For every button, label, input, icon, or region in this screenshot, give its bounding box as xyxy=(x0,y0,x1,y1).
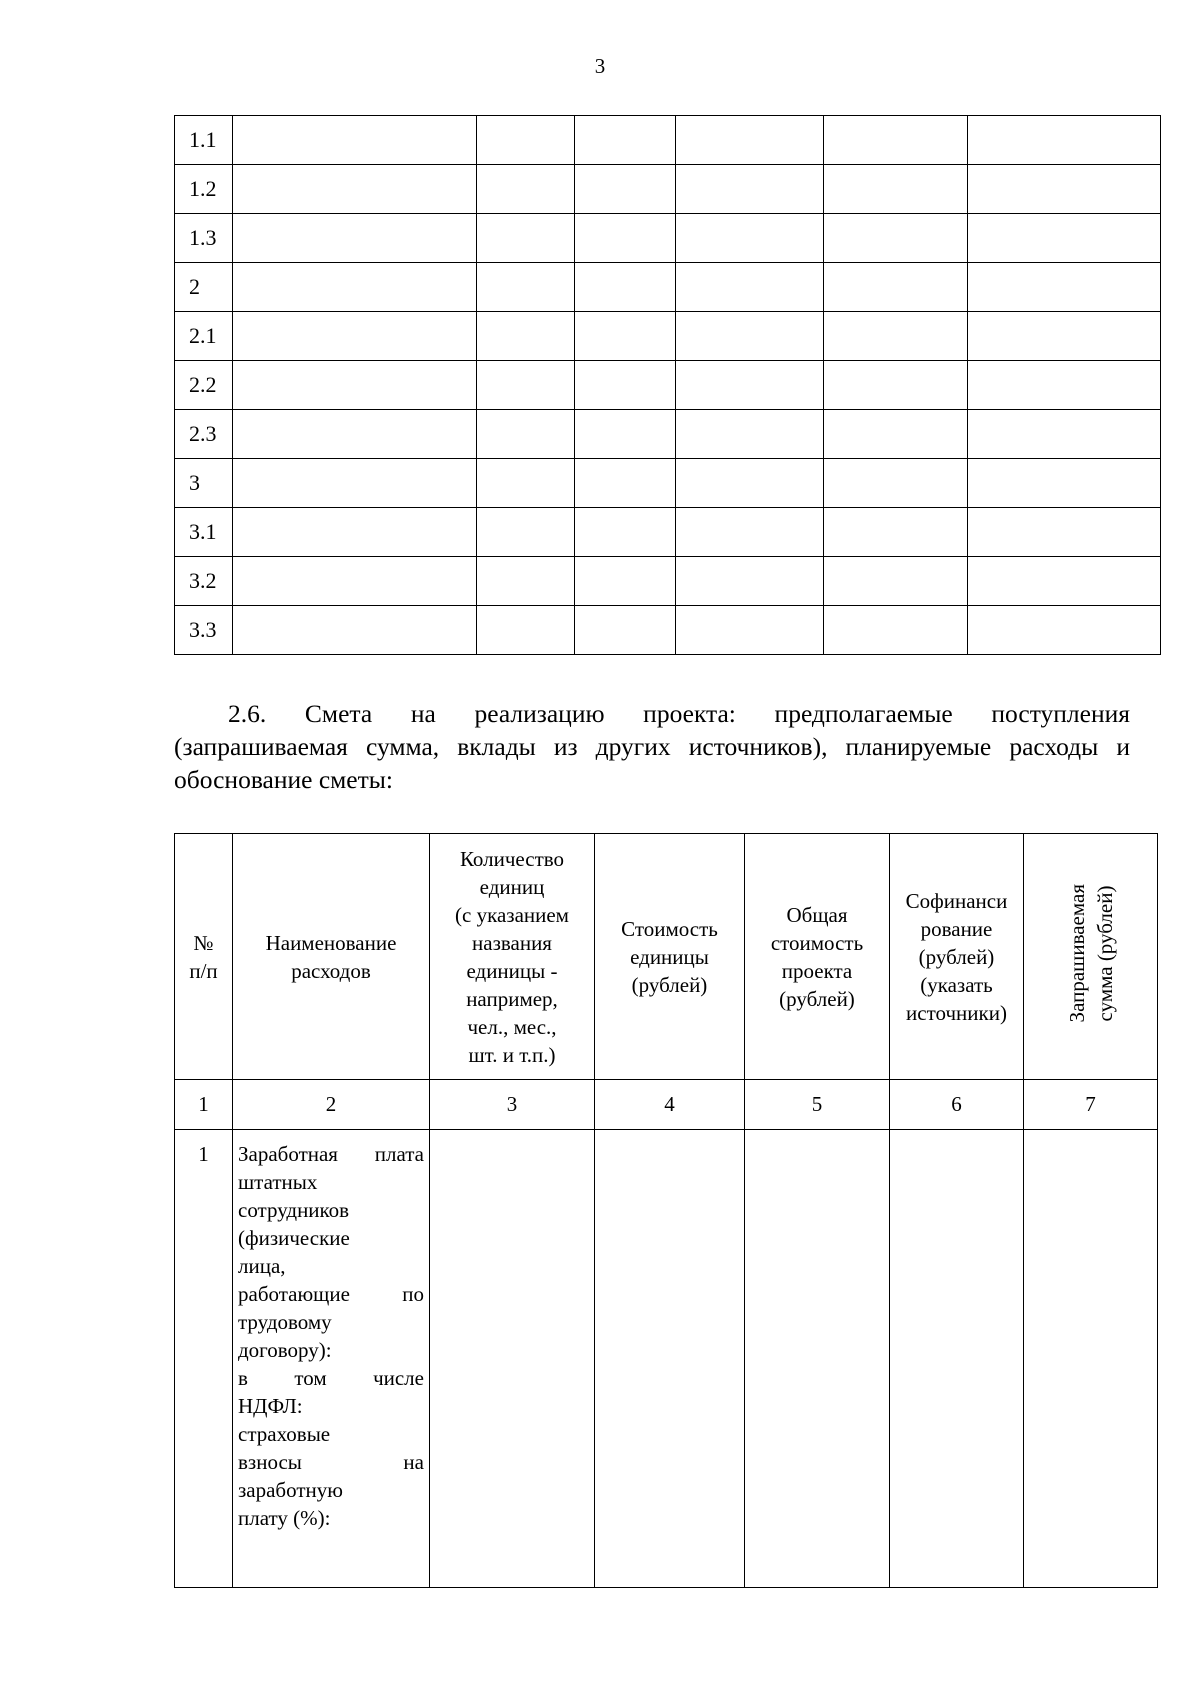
activities-empty-cell xyxy=(233,116,477,165)
row-1-unit-cost xyxy=(595,1130,745,1588)
activities-empty-cell xyxy=(575,312,676,361)
activities-empty-cell xyxy=(233,263,477,312)
activities-empty-cell xyxy=(575,165,676,214)
activities-empty-cell xyxy=(676,361,824,410)
activities-row xyxy=(175,410,1161,459)
activities-empty-cell xyxy=(575,557,676,606)
activities-empty-cell xyxy=(575,410,676,459)
activities-empty-cell xyxy=(575,361,676,410)
activities-empty-cell xyxy=(968,606,1161,655)
expense-name-line: договору): xyxy=(238,1338,332,1362)
header-unit-cost: Стоимость единицы (рублей) xyxy=(595,834,745,1080)
activities-empty-cell xyxy=(824,214,968,263)
activities-empty-cell xyxy=(824,165,968,214)
activities-row-number: 3.3 xyxy=(175,606,233,655)
activities-empty-cell xyxy=(824,557,968,606)
header-number: № п/п xyxy=(175,834,233,1080)
activities-empty-cell xyxy=(824,606,968,655)
activities-empty-cell xyxy=(676,557,824,606)
expense-name-line: заработную xyxy=(238,1478,343,1502)
activities-empty-cell xyxy=(824,312,968,361)
activities-empty-cell xyxy=(676,116,824,165)
header-total-cost: Общая стоимость проекта (рублей) xyxy=(745,834,890,1080)
activities-empty-cell xyxy=(477,508,575,557)
activities-empty-cell xyxy=(233,410,477,459)
activities-empty-cell xyxy=(233,214,477,263)
row-1-number: 1 xyxy=(175,1130,233,1588)
activities-row-number: 3.2 xyxy=(175,557,233,606)
activities-empty-cell xyxy=(968,165,1161,214)
activities-row xyxy=(175,214,1161,263)
activities-empty-cell xyxy=(968,410,1161,459)
activities-empty-cell xyxy=(968,361,1161,410)
expense-name-line: (физические xyxy=(238,1226,350,1250)
activities-empty-cell xyxy=(824,263,968,312)
column-index-cell: 5 xyxy=(745,1080,890,1130)
column-index-cell: 3 xyxy=(430,1080,595,1130)
activities-empty-cell xyxy=(968,459,1161,508)
activities-empty-cell xyxy=(477,606,575,655)
expense-name-line: трудовому xyxy=(238,1310,332,1334)
column-index-row xyxy=(175,1080,1158,1130)
activities-empty-cell xyxy=(968,557,1161,606)
activities-empty-cell xyxy=(676,410,824,459)
activities-empty-cell xyxy=(575,116,676,165)
expense-name-line: работающие по xyxy=(238,1282,424,1306)
activities-table xyxy=(174,115,1161,655)
activities-empty-cell xyxy=(575,459,676,508)
activities-empty-cell xyxy=(968,116,1161,165)
activities-empty-cell xyxy=(676,312,824,361)
activities-empty-cell xyxy=(477,165,575,214)
activities-empty-cell xyxy=(233,165,477,214)
activities-empty-cell xyxy=(824,508,968,557)
activities-row-number: 2 xyxy=(175,263,233,312)
activities-row xyxy=(175,165,1161,214)
activities-row-number: 2.1 xyxy=(175,312,233,361)
activities-row xyxy=(175,508,1161,557)
column-index-cell: 4 xyxy=(595,1080,745,1130)
activities-empty-cell xyxy=(968,263,1161,312)
expense-name-line: Заработная плата xyxy=(238,1142,424,1166)
activities-empty-cell xyxy=(575,508,676,557)
activities-empty-cell xyxy=(676,214,824,263)
activities-empty-cell xyxy=(233,312,477,361)
paragraph-rest: (запрашиваемая сумма, вклады из других источников), планируемые расходы и обоснование сметы: xyxy=(174,732,1130,794)
activities-empty-cell xyxy=(676,459,824,508)
expense-name-line: взносы на xyxy=(238,1450,424,1474)
header-expense-name: Наименование расходов xyxy=(233,834,430,1080)
activities-row-number: 1.3 xyxy=(175,214,233,263)
expense-name-line: страховые xyxy=(238,1422,331,1446)
section-2-6-paragraph xyxy=(174,697,1130,796)
row-1-total-cost xyxy=(745,1130,890,1588)
activities-empty-cell xyxy=(575,263,676,312)
expense-name-line: НДФЛ: xyxy=(238,1394,303,1418)
page-number: 3 xyxy=(594,54,606,78)
activities-empty-cell xyxy=(233,606,477,655)
row-1-cofinancing xyxy=(890,1130,1024,1588)
activities-empty-cell xyxy=(477,361,575,410)
header-cofinancing: Софинанси рование (рублей) (указать источники) xyxy=(890,834,1024,1080)
activities-empty-cell xyxy=(233,361,477,410)
activities-row-number: 1.1 xyxy=(175,116,233,165)
activities-empty-cell xyxy=(676,165,824,214)
budget-table xyxy=(174,833,1158,1588)
expense-name-line: штатных xyxy=(238,1170,318,1194)
activities-empty-cell xyxy=(968,214,1161,263)
activities-row xyxy=(175,361,1161,410)
activities-empty-cell xyxy=(477,214,575,263)
activities-empty-cell xyxy=(477,459,575,508)
activities-empty-cell xyxy=(233,508,477,557)
expense-name-line: в том числе xyxy=(238,1366,424,1390)
column-index-cell: 1 xyxy=(175,1080,233,1130)
activities-empty-cell xyxy=(477,116,575,165)
activities-row-number: 2.2 xyxy=(175,361,233,410)
expense-name-line: лица, xyxy=(238,1254,286,1278)
activities-empty-cell xyxy=(968,508,1161,557)
activities-row xyxy=(175,606,1161,655)
activities-row xyxy=(175,263,1161,312)
header-requested-amount: Запрашиваемая сумма (рублей) xyxy=(1024,834,1158,1080)
column-index-cell: 2 xyxy=(233,1080,430,1130)
activities-row-number: 2.3 xyxy=(175,410,233,459)
row-1-unit-quantity xyxy=(430,1130,595,1588)
activities-empty-cell xyxy=(575,606,676,655)
budget-header-row xyxy=(175,834,1158,1080)
activities-empty-cell xyxy=(968,312,1161,361)
activities-empty-cell xyxy=(477,557,575,606)
expense-name-line: сотрудников xyxy=(238,1198,350,1222)
paragraph-line-1: 2.6. Смета на реализацию проекта: предполагаемые поступления xyxy=(228,699,1130,728)
activities-empty-cell xyxy=(824,116,968,165)
header-unit-quantity: Количество единиц (с указанием названия единицы - например, чел., мес., шт. и т.п.) xyxy=(430,834,595,1080)
expense-name-line: плату (%): xyxy=(238,1506,331,1530)
activities-empty-cell xyxy=(824,361,968,410)
activities-empty-cell xyxy=(824,459,968,508)
row-1-requested-amount xyxy=(1024,1130,1158,1588)
activities-row-number: 3 xyxy=(175,459,233,508)
activities-row-number: 1.2 xyxy=(175,165,233,214)
row-1-expense-name xyxy=(233,1130,430,1588)
activities-empty-cell xyxy=(676,508,824,557)
activities-empty-cell xyxy=(824,410,968,459)
activities-empty-cell xyxy=(575,214,676,263)
activities-row xyxy=(175,459,1161,508)
activities-empty-cell xyxy=(233,459,477,508)
activities-empty-cell xyxy=(477,263,575,312)
activities-empty-cell xyxy=(676,606,824,655)
activities-row xyxy=(175,557,1161,606)
activities-row xyxy=(175,312,1161,361)
activities-empty-cell xyxy=(676,263,824,312)
activities-row-number: 3.1 xyxy=(175,508,233,557)
activities-empty-cell xyxy=(233,557,477,606)
budget-row-1 xyxy=(175,1130,1158,1588)
column-index-cell: 7 xyxy=(1024,1080,1158,1130)
activities-empty-cell xyxy=(477,312,575,361)
activities-empty-cell xyxy=(477,410,575,459)
activities-row xyxy=(175,116,1161,165)
column-index-cell: 6 xyxy=(890,1080,1024,1130)
